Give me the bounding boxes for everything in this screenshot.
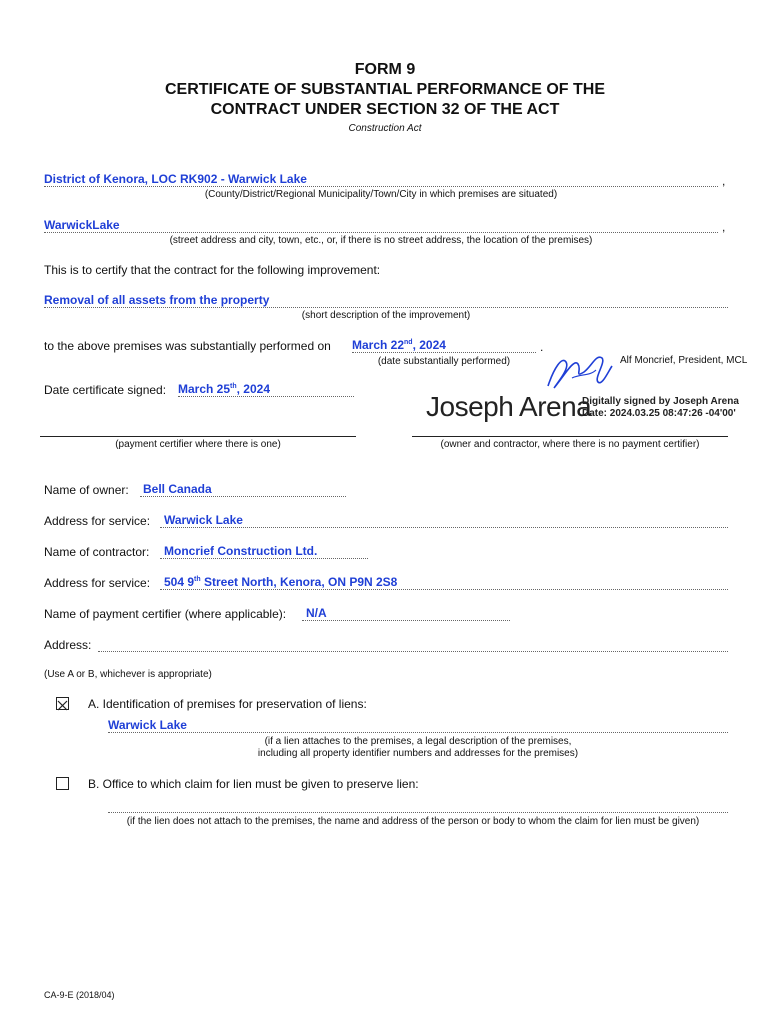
act-name: Construction Act bbox=[348, 123, 422, 134]
option-a-caption-line2: including all property identifier numbers and addresses for the premises) bbox=[257, 748, 579, 759]
check-x-icon bbox=[57, 700, 68, 711]
improvement-caption: (short description of the improvement) bbox=[301, 310, 471, 321]
premises-address-caption: (street address and city, town, etc., or, if there is no street address, the location of the premises) bbox=[169, 235, 593, 246]
municipality-field[interactable] bbox=[44, 170, 718, 187]
digital-signature-meta: Digitally signed by Joseph Arena Date: 2024.03.25 08:47:26 -04'00' bbox=[582, 396, 739, 419]
form-title-line2: CONTRACT UNDER SECTION 32 OF THE ACT bbox=[210, 101, 560, 118]
signed-label: Date certificate signed: bbox=[44, 383, 167, 397]
owner-field[interactable] bbox=[140, 480, 346, 497]
premises-address-field[interactable] bbox=[44, 216, 718, 233]
municipality-value: District of Kenora, LOC RK902 - Warwick Lake bbox=[44, 172, 307, 186]
owner-address-value: Warwick Lake bbox=[164, 513, 243, 527]
certify-text: This is to certify that the contract for the following improvement: bbox=[44, 263, 381, 277]
option-a-field[interactable] bbox=[108, 716, 728, 733]
performed-date-value: March 22nd, 2024 bbox=[352, 338, 446, 352]
signer-note: Alf Moncrief, President, MCL bbox=[620, 355, 748, 366]
comma: , bbox=[722, 174, 726, 188]
owner-contractor-signature-line[interactable] bbox=[412, 436, 728, 437]
owner-address-label: Address for service: bbox=[44, 514, 151, 528]
improvement-value: Removal of all assets from the property bbox=[44, 293, 270, 307]
signed-date-field[interactable] bbox=[178, 380, 354, 397]
period: . bbox=[540, 340, 544, 354]
owner-label: Name of owner: bbox=[44, 483, 129, 497]
certifier-address-label: Address: bbox=[44, 638, 92, 652]
certifier-address-field[interactable] bbox=[98, 635, 728, 652]
municipality-caption: (County/District/Regional Municipality/Town/City in which premises are situated) bbox=[204, 189, 558, 200]
owner-address-field[interactable] bbox=[160, 511, 728, 528]
option-b-field[interactable] bbox=[108, 798, 728, 813]
signature-scribble-icon bbox=[544, 348, 616, 394]
premises-address-value: WarwickLake bbox=[44, 218, 120, 232]
signed-date-value: March 25th, 2024 bbox=[178, 382, 271, 396]
option-a-checkbox[interactable] bbox=[56, 697, 69, 710]
contractor-value: Moncrief Construction Ltd. bbox=[164, 544, 318, 558]
contractor-address-label: Address for service: bbox=[44, 576, 151, 590]
form-number: FORM 9 bbox=[354, 61, 416, 78]
use-note: (Use A or B, whichever is appropriate) bbox=[44, 669, 212, 680]
option-b-checkbox[interactable] bbox=[56, 777, 69, 790]
option-a-value: Warwick Lake bbox=[108, 718, 187, 732]
payment-certifier-label: Name of payment certifier (where applicable): bbox=[44, 607, 287, 621]
improvement-field[interactable] bbox=[44, 291, 728, 308]
owner-contractor-caption: (owner and contractor, where there is no payment certifier) bbox=[440, 439, 700, 450]
payment-certifier-value: N/A bbox=[306, 606, 327, 620]
option-a-caption-line1: (if a lien attaches to the premises, a legal description of the premises, bbox=[264, 736, 572, 747]
contractor-address-value: 504 9th Street North, Kenora, ON P9N 2S8 bbox=[164, 575, 398, 589]
performed-date-field[interactable] bbox=[352, 336, 536, 353]
contractor-field[interactable] bbox=[160, 542, 368, 559]
contractor-label: Name of contractor: bbox=[44, 545, 150, 559]
owner-value: Bell Canada bbox=[143, 482, 212, 496]
form-title-line1: CERTIFICATE OF SUBSTANTIAL PERFORMANCE OF THE bbox=[165, 81, 605, 98]
payment-certifier-field[interactable] bbox=[302, 604, 510, 621]
form-code: CA-9-E (2018/04) bbox=[44, 990, 115, 1000]
performed-date-caption: (date substantially performed) bbox=[377, 356, 511, 367]
comma: , bbox=[722, 220, 726, 234]
performed-label: to the above premises was substantially performed on bbox=[44, 339, 331, 353]
payment-certifier-signature-line[interactable] bbox=[40, 436, 356, 437]
option-a-label: A. Identification of premises for preservation of liens: bbox=[88, 697, 367, 711]
digital-signature-name: Joseph Arena bbox=[426, 391, 592, 422]
option-b-label: B. Office to which claim for lien must be given to preserve lien: bbox=[88, 777, 419, 791]
payment-certifier-caption: (payment certifier where there is one) bbox=[115, 439, 281, 450]
contractor-address-field[interactable] bbox=[160, 573, 728, 590]
option-b-caption: (if the lien does not attach to the premises, the name and address of the person or body to whom the claim for lien must be given) bbox=[126, 816, 700, 827]
